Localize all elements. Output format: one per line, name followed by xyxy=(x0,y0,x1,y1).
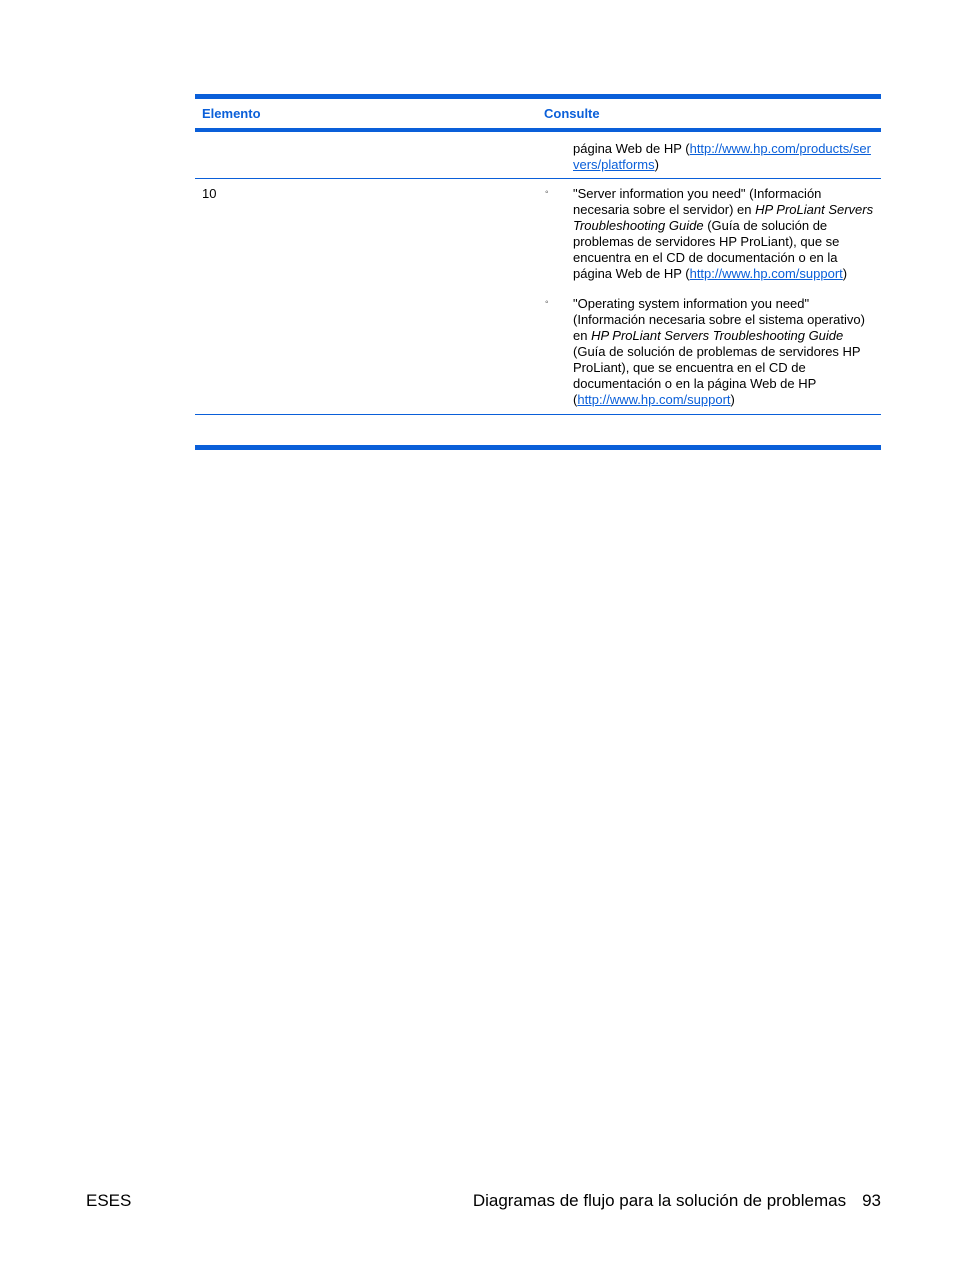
page-number: 93 xyxy=(862,1191,881,1210)
item-text-a: "Operating system information you need" (Información necesaria sobre el sistema operativo) en xyxy=(573,296,865,343)
table-header-row xyxy=(195,99,881,132)
continuation-text xyxy=(544,141,881,173)
continuation-text-after: ) xyxy=(654,157,659,172)
continuation-text-before: página Web de HP ( xyxy=(573,141,690,156)
footer-locale: ESES xyxy=(86,1191,132,1210)
list-item xyxy=(545,186,875,282)
header-element: Elemento xyxy=(202,106,261,121)
support-link[interactable]: http://www.hp.com/support xyxy=(577,392,731,407)
platforms-link[interactable]: http://www.hp.com/products/servers/platforms xyxy=(573,141,871,172)
list-item xyxy=(545,296,875,408)
footer-title: Diagramas de flujo para la solución de problemas xyxy=(472,1191,847,1210)
support-link[interactable]: http://www.hp.com/support xyxy=(689,266,843,281)
element-cell: 10 xyxy=(202,186,217,201)
table-row-continuation xyxy=(195,132,881,179)
reference-table xyxy=(195,94,881,450)
guide-title: HP ProLiant Servers Troubleshooting Guide xyxy=(573,202,874,233)
item-text-a: "Server information you need" (Información necesaria sobre el servidor) en xyxy=(573,186,822,217)
table-bottom-rule xyxy=(195,445,881,450)
item-text-c: ) xyxy=(842,266,848,281)
item-text-b: (Guía de solución de problemas de servidores HP ProLiant), que se encuentra en el CD de documentación o en la página Web de HP ( xyxy=(573,344,861,407)
guide-title: HP ProLiant Servers Troubleshooting Guide xyxy=(591,328,844,343)
item-text-b: (Guía de solución de problemas de servidores HP ProLiant), que se encuentra en el CD de documentación o en la página Web de HP ( xyxy=(573,218,840,281)
item-text-c: ) xyxy=(730,392,735,407)
footer xyxy=(473,1191,881,1211)
consult-cell xyxy=(544,186,881,408)
header-consult: Consulte xyxy=(544,106,600,121)
table-row xyxy=(195,179,881,415)
bullet-circle-icon: ◦ xyxy=(545,297,549,308)
bullet-circle-icon: ◦ xyxy=(545,187,549,198)
